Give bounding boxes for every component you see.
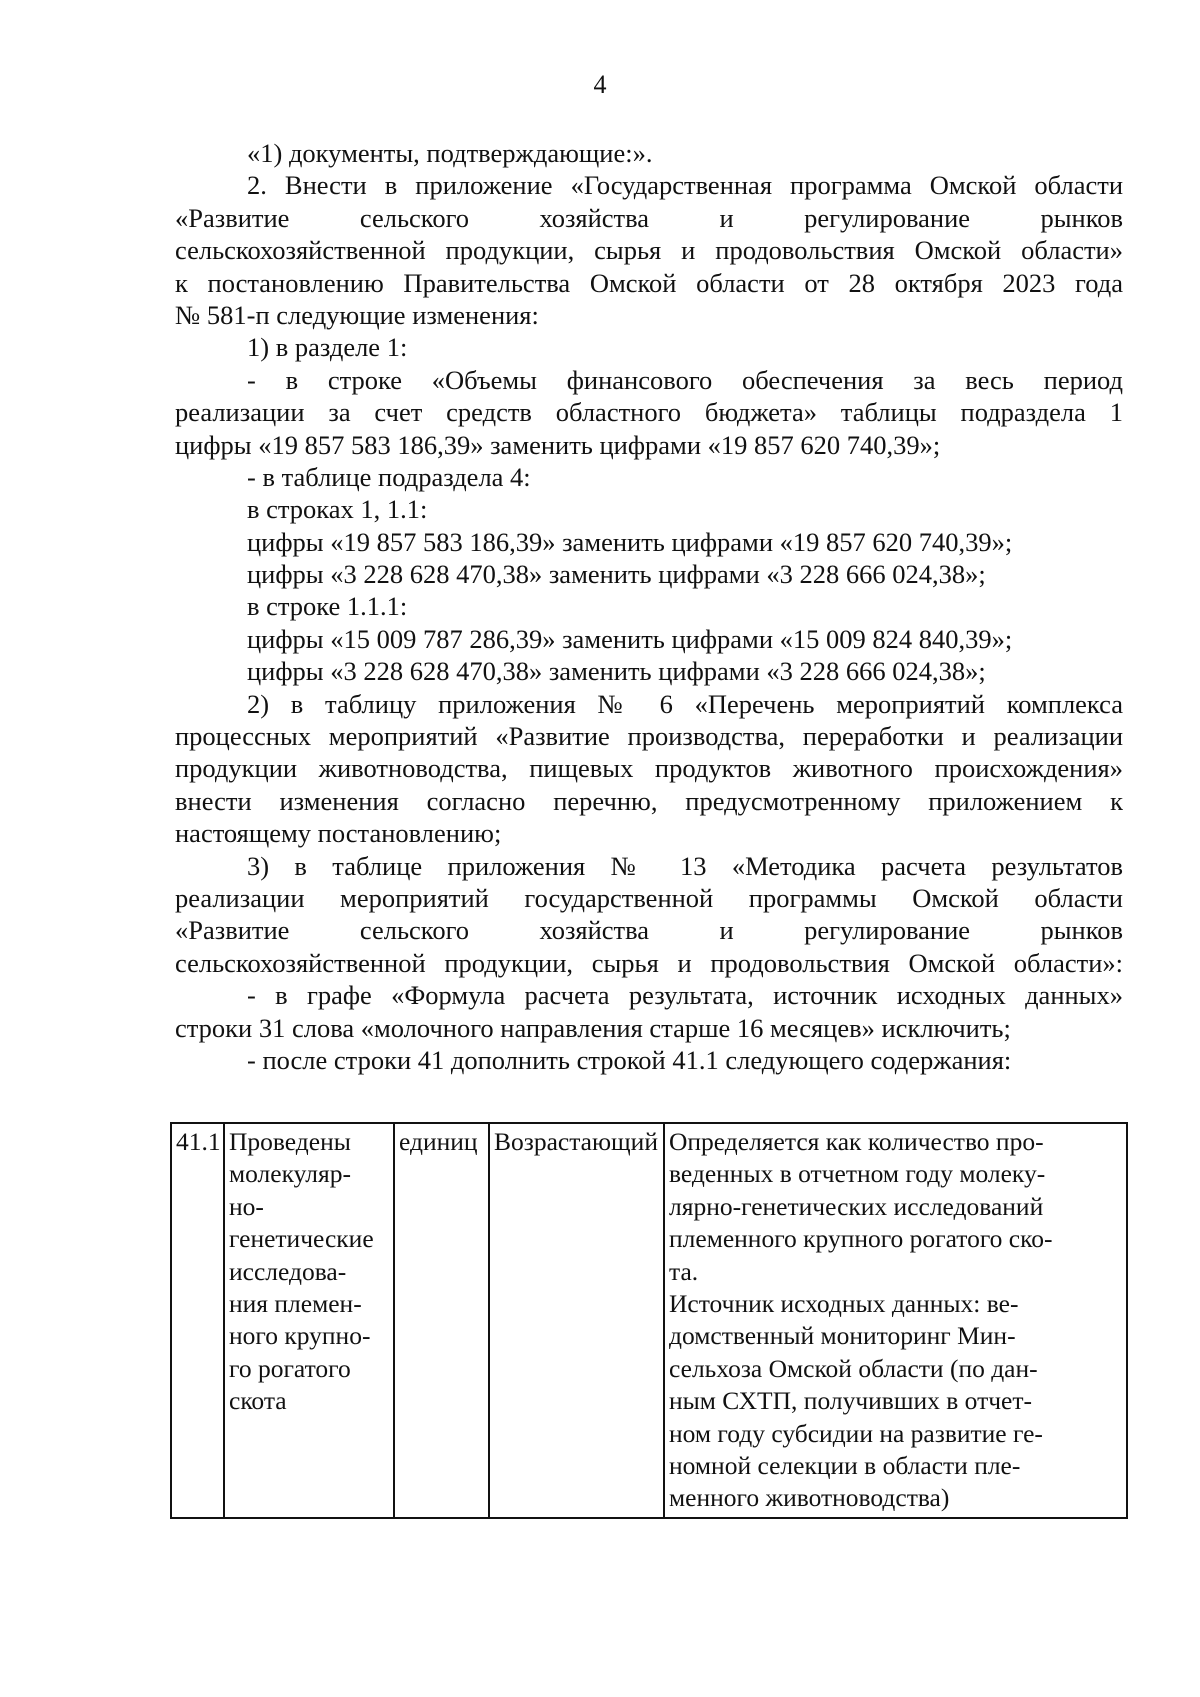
text-line: цифры «19 857 583 186,39» заменить цифрами «19 857 620 740,39»; [175, 429, 941, 460]
text-line: сельскохозяйственной продукции, сырья и продовольствия Омской области»: [175, 947, 1123, 978]
formula-line: менного животноводства) [669, 1483, 950, 1513]
table-row [171, 1123, 1127, 1518]
text-line: «Развитие сельского хозяйства и регулирование рынков [175, 202, 1123, 233]
text-line: цифры «15 009 787 286,39» заменить цифрами «15 009 824 840,39»; [247, 623, 1013, 654]
result-name-line: ного крупно- [229, 1321, 371, 1351]
amendment-table [170, 1122, 1128, 1519]
formula-line: сельхоза Омской области (по дан- [669, 1353, 1038, 1383]
text-line: 3) в таблице приложения № 13 «Методика расчета результатов [247, 850, 1123, 881]
text-line: внести изменения согласно перечню, предусмотренному приложением к [175, 785, 1123, 816]
formula-line: Определяется как количество про- [669, 1127, 1044, 1156]
text-line: к постановлению Правительства Омской области от 28 октября 2023 года [175, 267, 1123, 298]
text-line: строки 31 слова «молочного направления старше 16 месяцев» исключить; [175, 1012, 1011, 1043]
text-line: № 581-п следующие изменения: [175, 299, 539, 330]
result-name-cell [224, 1123, 394, 1518]
text-line: - в строке «Объемы финансового обеспечения за весь период [247, 364, 1123, 395]
text-line: сельскохозяйственной продукции, сырья и продовольствия Омской области» [175, 235, 1123, 266]
formula-line: ном году субсидии на развитие ге- [669, 1418, 1043, 1448]
text-line: реализации мероприятий государственной программы Омской области [175, 882, 1123, 913]
formula-line: веденных в отчетном году молеку- [669, 1159, 1046, 1189]
text-line: - после строки 41 дополнить строкой 41.1 следующего содержания: [247, 1044, 1012, 1075]
text-line: - в таблице подраздела 4: [247, 461, 531, 492]
text-line: в строках 1, 1.1: [247, 494, 428, 525]
text-line: продукции животноводства, пищевых продуктов животного происхождения» [175, 753, 1123, 784]
trend-value: Возрастающий [494, 1127, 658, 1156]
text-line: «Развитие сельского хозяйства и регулирование рынков [175, 915, 1123, 946]
formula-line: лярно-генетических исследований [669, 1191, 1044, 1221]
body-text [175, 137, 1123, 1076]
text-line: цифры «3 228 628 470,38» заменить цифрами «3 228 666 024,38»; [247, 559, 986, 590]
row-number: 41.1 [176, 1127, 221, 1156]
text-line: 2. Внести в приложение «Государственная программа Омской области [247, 170, 1123, 201]
trend-cell [489, 1123, 664, 1518]
text-line: цифры «19 857 583 186,39» заменить цифрами «19 857 620 740,39»; [247, 526, 1013, 557]
text-line: процессных мероприятий «Развитие производства, переработки и реализации [175, 721, 1123, 752]
page-number: 4 [593, 70, 607, 99]
formula-line: Источник исходных данных: ве- [669, 1289, 1019, 1319]
text-line: 2) в таблицу приложения № 6 «Перечень мероприятий комплекса [247, 688, 1123, 719]
unit-cell [394, 1123, 489, 1518]
formula-line: домственный мониторинг Мин- [669, 1321, 1016, 1351]
text-line: в строке 1.1.1: [247, 591, 408, 622]
text-line: цифры «3 228 628 470,38» заменить цифрами «3 228 666 024,38»; [247, 656, 986, 687]
formula-line: та. [669, 1256, 699, 1286]
result-name-line: исследова- [229, 1256, 347, 1286]
result-name-line: молекуляр- [229, 1159, 351, 1189]
text-line: 1) в разделе 1: [247, 332, 408, 363]
unit-value: единиц [399, 1127, 478, 1156]
formula-line: ным СХТП, получивших в отчет- [669, 1386, 1033, 1416]
text-line: настоящему постановлению; [175, 818, 502, 849]
result-name-line: го рогатого [229, 1353, 351, 1383]
row-number-cell [171, 1123, 224, 1518]
text-line: - в графе «Формула расчета результата, источник исходных данных» [247, 980, 1123, 1011]
result-name-line: Проведены [229, 1127, 351, 1156]
result-name-line: ния племен- [229, 1289, 362, 1319]
text-line: реализации за счет средств областного бюджета» таблицы подраздела 1 [175, 397, 1123, 428]
formula-line: номной селекции в области пле- [669, 1451, 1021, 1481]
result-name-line: генетические [229, 1224, 374, 1254]
result-name-line: но- [229, 1191, 264, 1221]
formula-line: племенного крупного рогатого ско- [669, 1224, 1053, 1254]
text-line: «1) документы, подтверждающие:». [247, 138, 653, 168]
result-name-line: скота [229, 1386, 287, 1416]
formula-cell [664, 1123, 1127, 1518]
